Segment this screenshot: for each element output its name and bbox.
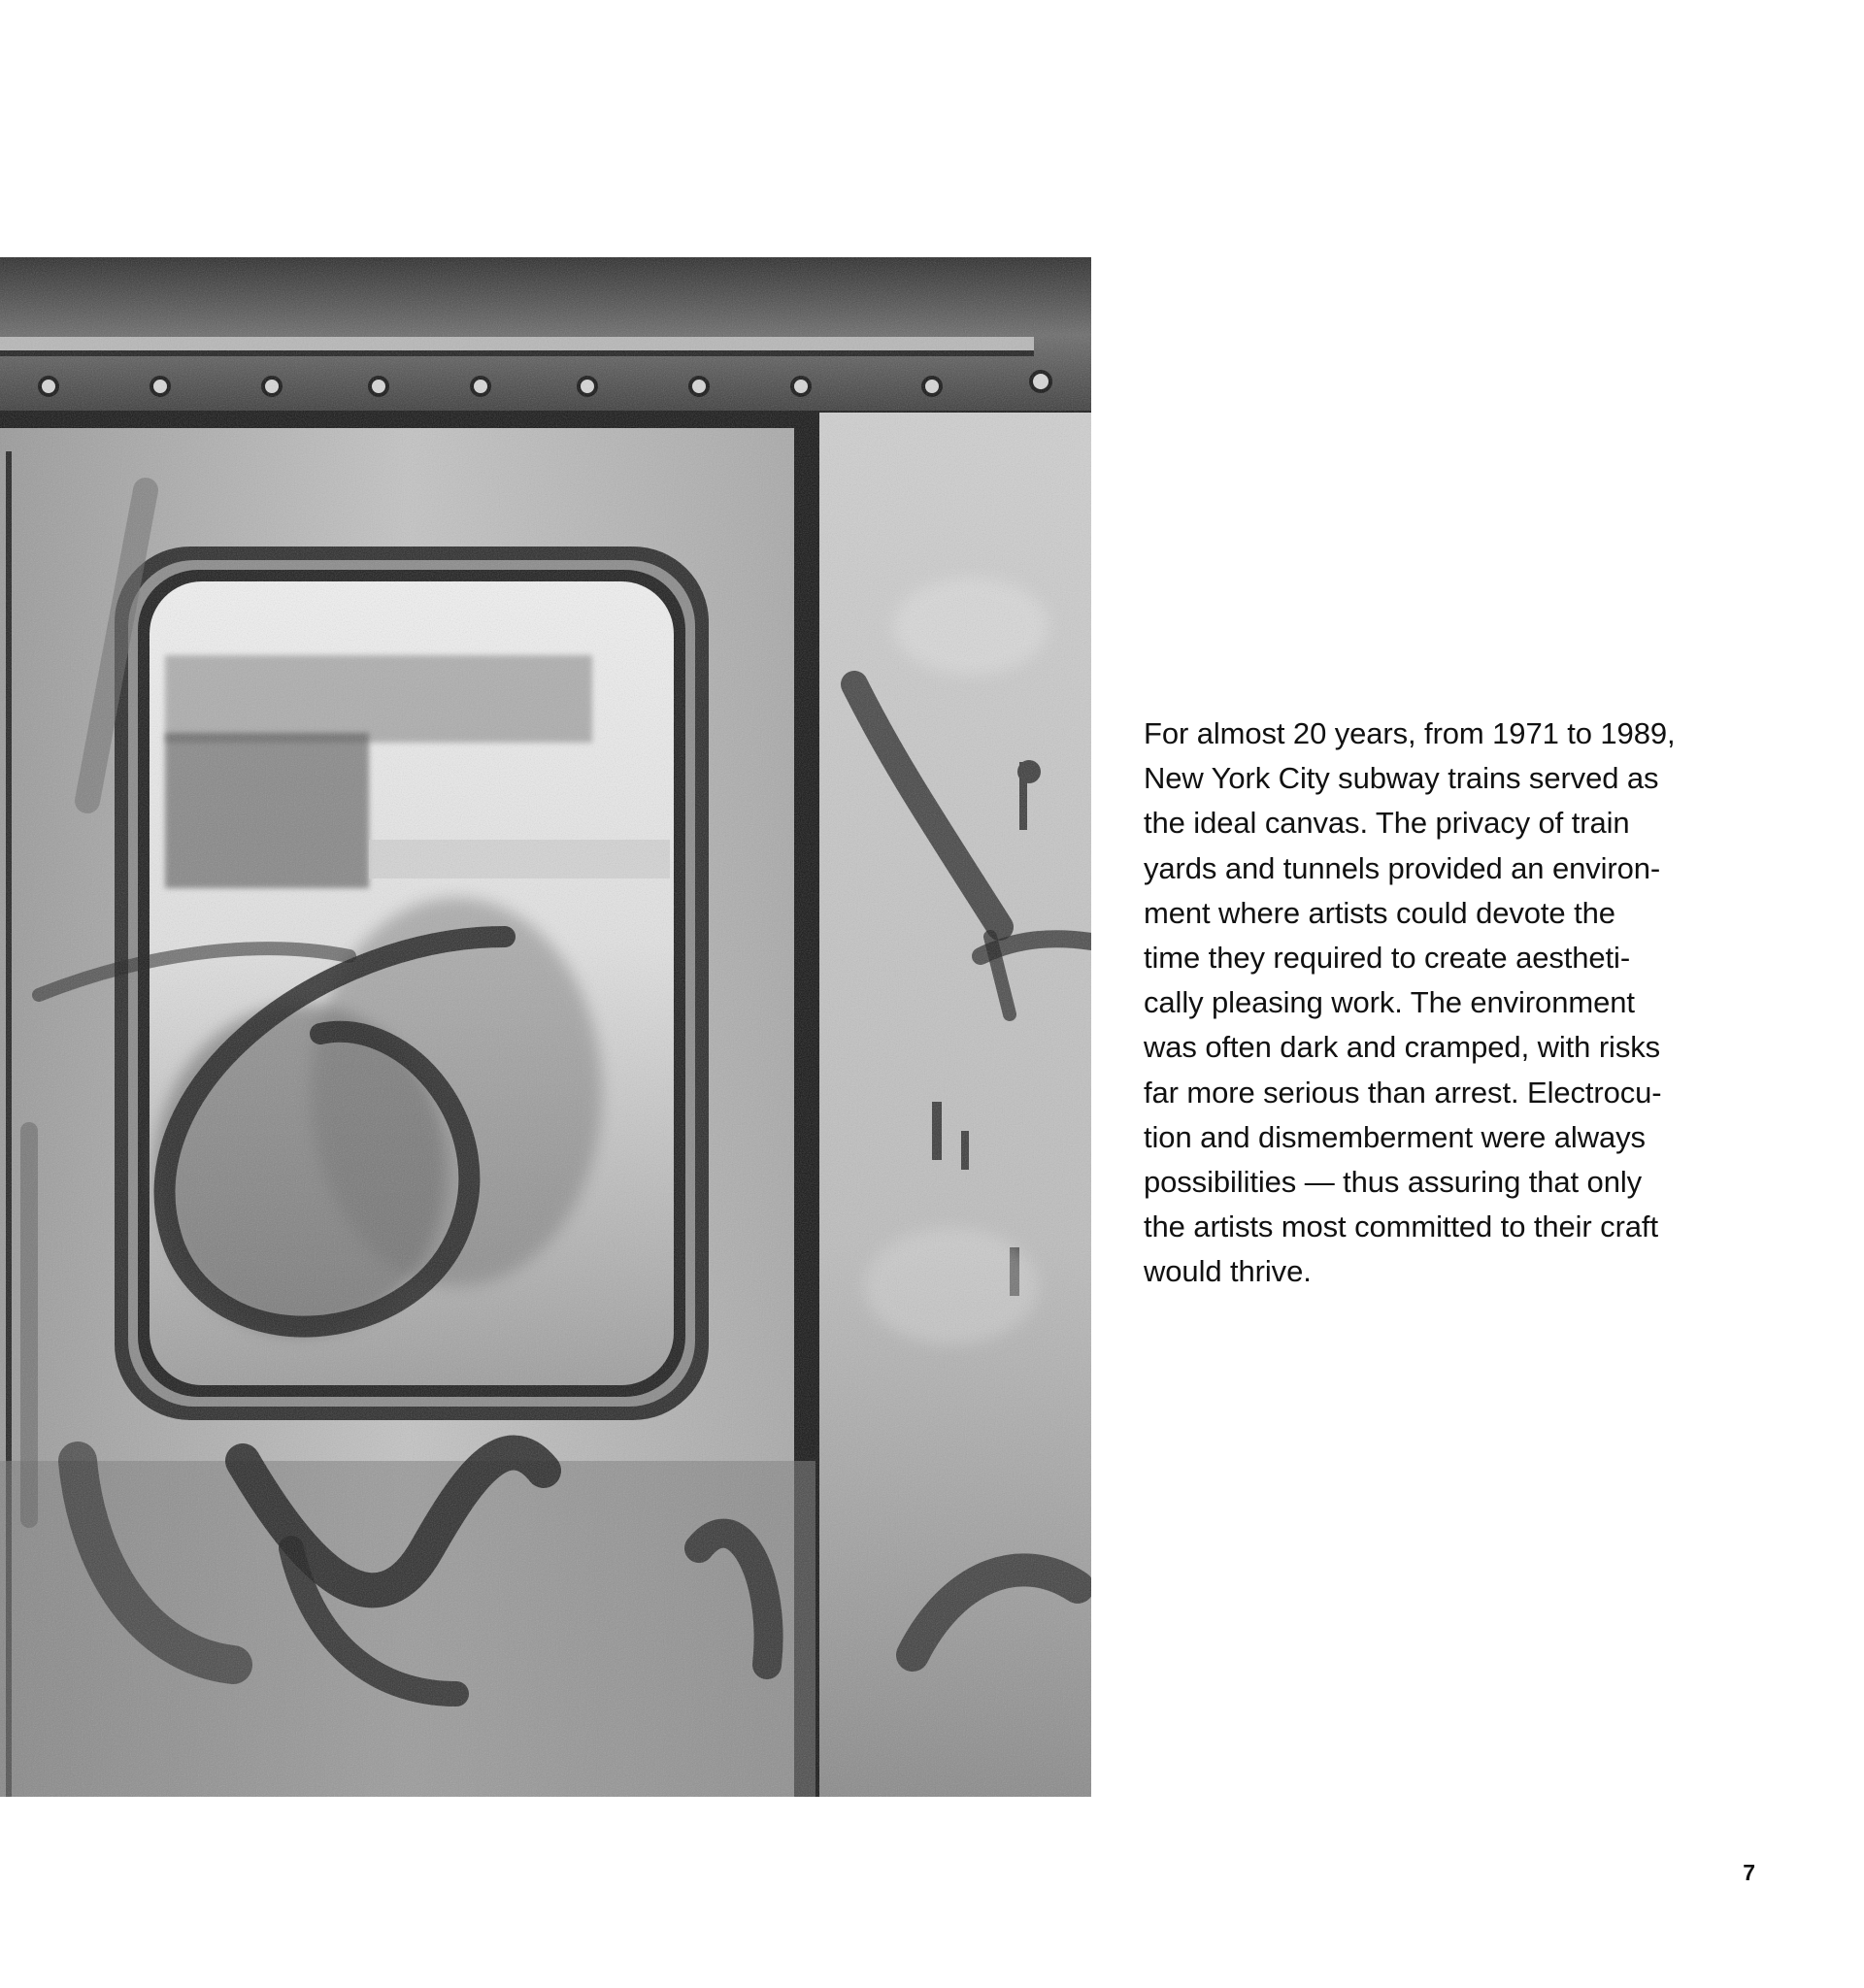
subway-door-photo — [0, 257, 1091, 1797]
page-number: 7 — [1743, 1860, 1755, 1885]
body-paragraph: For almost 20 years, from 1971 to 1989, New York City subway trains served as the ideal canvas. The privacy of train yards and tunnels provided an environ- ment where artists could devote the time they required to create aestheti- cally pleasing work. The environment was often dark and cramped, with risks far more serious than arrest. Electrocu- tion and dismemberment were always possibilities — thus assuring that only the artists most committed to their craft would thrive. — [1144, 716, 1676, 1289]
